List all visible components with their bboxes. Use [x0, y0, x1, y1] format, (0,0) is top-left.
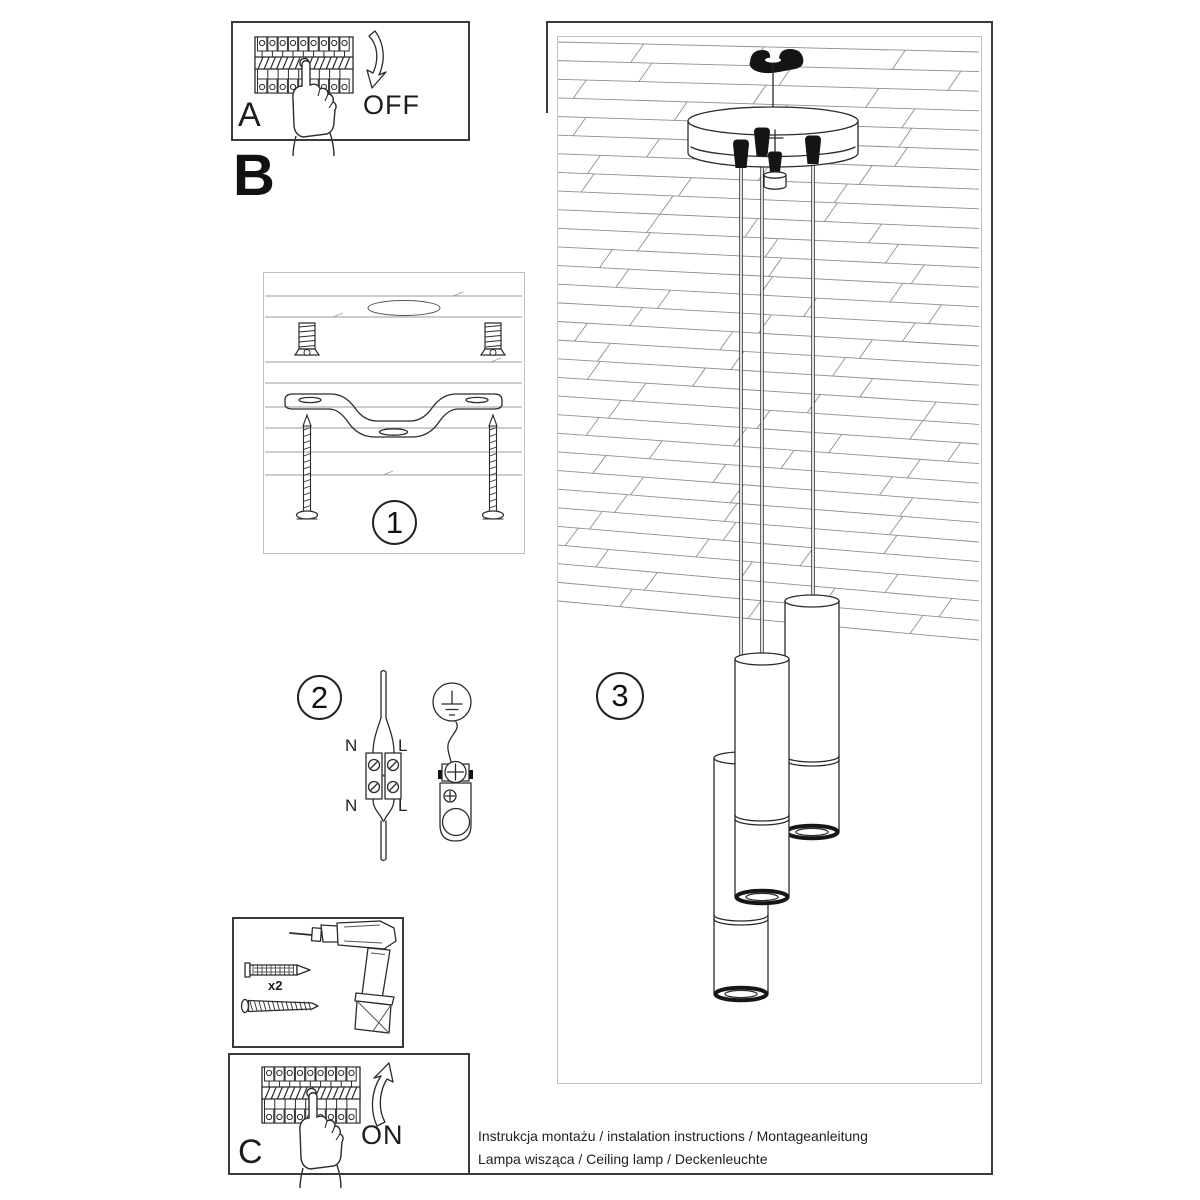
ground-wire-icon: [448, 722, 457, 762]
step3-number: 3: [596, 672, 644, 720]
earth-symbol-icon: [433, 683, 471, 721]
wire-label-l-bottom: L: [398, 796, 408, 815]
step3-illustration-frame: [557, 36, 982, 1084]
step2-art: [366, 671, 473, 861]
quantity-label: x2: [268, 978, 283, 993]
wire-label-l-top: L: [398, 736, 408, 755]
step3-left-rule: [546, 21, 548, 113]
section-b-label: B: [233, 143, 275, 208]
step3-top-rule: [546, 21, 993, 23]
step2-number: 2: [297, 675, 342, 720]
on-label: ON: [361, 1120, 404, 1150]
footer-line-2: Lampa wisząca / Ceiling lamp / Deckenleuchte: [478, 1151, 768, 1167]
panel-a-label: A: [238, 96, 261, 134]
terminal-block-icon: [366, 753, 401, 799]
panel-c-label: C: [238, 1133, 263, 1171]
panel-a-frame: [231, 21, 470, 141]
step3-right-rule: [991, 21, 993, 1175]
off-label: OFF: [363, 90, 420, 120]
ground-terminal-icon: [438, 762, 473, 842]
footer-line-1: Instrukcja montażu / instalation instructions / Montageanleitung: [478, 1128, 868, 1144]
step1-number: 1: [372, 500, 417, 545]
wire-label-n-top: N: [345, 736, 358, 755]
cable-icon: [373, 671, 394, 861]
hardware-frame: [232, 917, 404, 1048]
panel-c-frame: [228, 1053, 470, 1175]
wire-label-n-bottom: N: [345, 796, 358, 815]
footer-bottom-rule: [467, 1173, 993, 1175]
